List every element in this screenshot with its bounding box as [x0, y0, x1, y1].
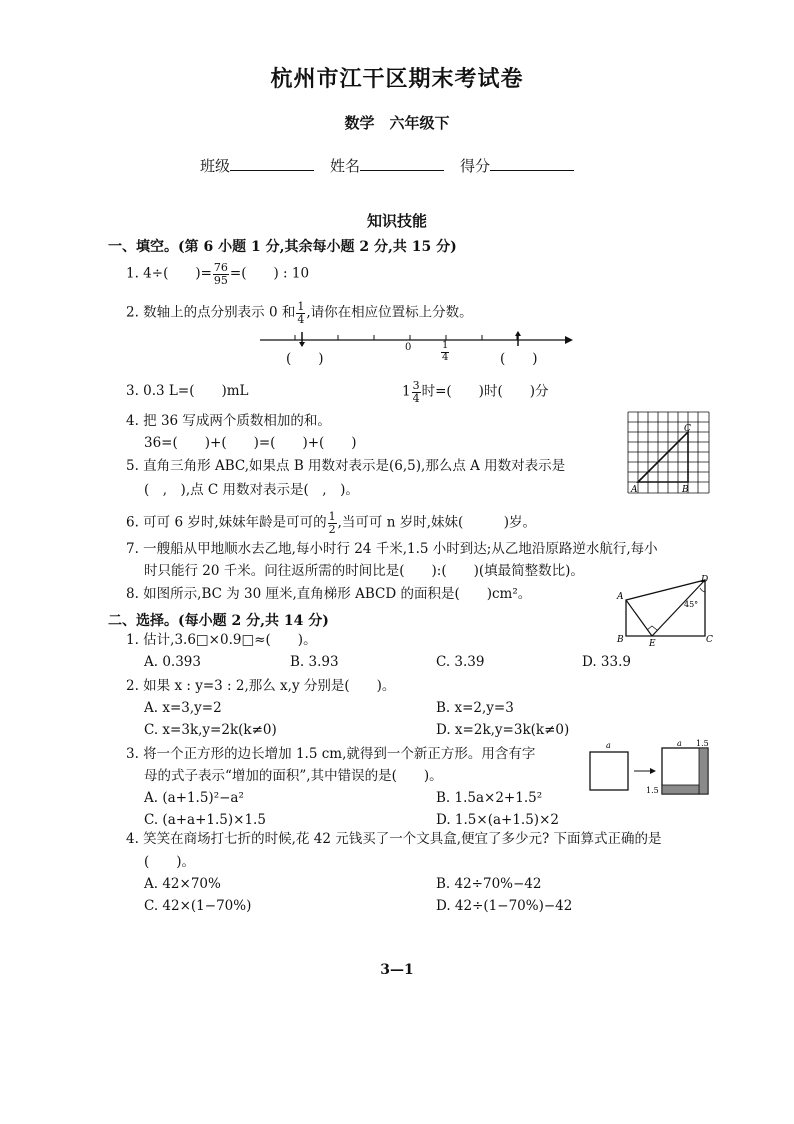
p1-q1-fraction	[213, 262, 229, 286]
fraction-numerator: 1	[328, 510, 336, 523]
name-label: 姓名	[330, 157, 361, 175]
score-blank	[490, 156, 574, 171]
p2-q3a: 3. 将一个正方形的边长增加 1.5 cm,就得到一个新正方形。用含有字	[126, 746, 536, 762]
trap-label-d: D	[701, 575, 709, 585]
part1-heading: 一、填空。(第 6 小题 1 分,其余每小题 2 分,共 15 分)	[108, 239, 457, 255]
grid-label-a: A	[631, 485, 638, 495]
p2-q2-option-c: C. x=3k,y=2k(k≠0)	[144, 722, 277, 738]
fraction-numerator: 3	[412, 379, 420, 392]
p2-q1-option-a: A. 0.393	[144, 654, 201, 670]
trap-label-e: E	[649, 639, 656, 649]
p2-q3-option-a: A. (a+1.5)²−a²	[144, 790, 244, 806]
p1-q6-fraction	[328, 511, 337, 535]
p2-q2-option-a: A. x=3,y=2	[144, 700, 222, 716]
p1-q2-post: ,请你在相应位置标上分数。	[306, 304, 473, 321]
p2-q3-option-b: B. 1.5a×2+1.5²	[436, 790, 543, 806]
score-field	[460, 155, 574, 176]
p1-q1-post: =( ) : 10	[229, 265, 310, 282]
grid-label-b: B	[682, 485, 689, 495]
trap-label-c: C	[706, 635, 713, 645]
trapezoid-figure	[612, 574, 712, 650]
fraction-denominator: 4	[297, 312, 305, 326]
p1-q4b: 36=( )+( )=( )+( )	[144, 435, 357, 451]
p2-q3b: 母的式子表示“增加的面积”,其中错误的是( )。	[144, 768, 443, 784]
p2-q4a: 4. 笑笑在商场打七折的时候,花 42 元钱买了一个文具盒,便宜了多少元? 下面算式正确的是	[126, 831, 662, 847]
fraction-numerator: 1	[442, 340, 449, 351]
grid-label-c: C	[684, 424, 691, 434]
page-number: 3—1	[380, 962, 414, 978]
p1-q4a: 4. 把 36 写成两个质数相加的和。	[126, 413, 331, 429]
p2-q4-option-c: C. 42×(1−70%)	[144, 898, 252, 914]
p2-q4-option-b: B. 42÷70%−42	[436, 876, 542, 892]
p2-q1-option-b: B. 3.93	[290, 654, 339, 670]
p2-q2-option-b: B. x=2,y=3	[436, 700, 514, 716]
mixed-whole: 1	[402, 383, 411, 400]
angle-label: 45°	[684, 600, 699, 609]
p1-q3a: 3. 0.3 L=( )mL	[126, 383, 249, 399]
p1-q1-pre: 1. 4÷( )=	[126, 265, 212, 282]
p1-q3b	[402, 380, 548, 404]
p1-q2-fraction	[296, 301, 305, 325]
p1-q7b: 时只能行 20 千米。问往返所需的时间比是( ):( )(填最简整数比)。	[144, 563, 584, 579]
fraction-denominator: 4	[412, 391, 420, 405]
p2-q1: 1. 估计,3.6□×0.9□≈( )。	[126, 632, 317, 648]
name-blank	[360, 156, 444, 171]
zero-label: 0	[405, 342, 412, 353]
p1-q5b: ( , ),点 C 用数对表示是( , )。	[144, 482, 359, 498]
exam-title: 杭州市江干区期末考试卷	[270, 66, 524, 92]
fraction-denominator: 2	[328, 522, 336, 536]
class-field	[200, 155, 314, 176]
class-blank	[230, 156, 314, 171]
quarter-label	[440, 341, 450, 363]
p1-q3b-post: 时=( )时( )分	[421, 383, 549, 400]
trap-label-b: B	[617, 635, 624, 645]
p2-q2-option-d: D. x=2k,y=3k(k≠0)	[436, 722, 570, 738]
p2-q3-option-c: C. (a+a+1.5)×1.5	[144, 812, 266, 828]
fraction-denominator: 95	[213, 273, 228, 287]
p1-q7a: 7. 一艘船从甲地顺水去乙地,每小时行 24 千米,1.5 小时到达;从乙地沿原路逆水航行,每小	[126, 541, 658, 557]
fraction-numerator: 76	[213, 261, 228, 274]
grid-triangle-figure	[628, 412, 710, 494]
p2-q1-option-c: C. 3.39	[436, 654, 485, 670]
p2-q3-option-d: D. 1.5×(a+1.5)×2	[436, 812, 559, 828]
p1-q2-pre: 2. 数轴上的点分别表示 0 和	[126, 304, 296, 321]
score-label: 得分	[460, 157, 491, 175]
p2-q4-option-a: A. 42×70%	[144, 876, 221, 892]
square-label-a2: a	[677, 739, 682, 748]
p1-q1	[126, 262, 309, 286]
square-label-w2: 1.5	[646, 786, 659, 795]
section-title: 知识技能	[366, 212, 427, 230]
exam-subtitle: 数学 六年级下	[344, 114, 450, 132]
name-field	[330, 155, 444, 176]
nl-blank-right: ( )	[500, 351, 538, 367]
part2-heading: 二、选择。(每小题 2 分,共 14 分)	[108, 613, 329, 629]
trap-label-a: A	[617, 592, 624, 602]
class-label: 班级	[200, 157, 231, 175]
p2-q4b: ( )。	[144, 854, 196, 870]
p2-q4-option-d: D. 42÷(1−70%)−42	[436, 898, 573, 914]
p2-q1-option-d: D. 33.9	[582, 654, 631, 670]
p1-q2	[126, 301, 473, 325]
p2-q2: 2. 如果 x : y=3 : 2,那么 x,y 分别是( )。	[126, 678, 396, 694]
fraction-numerator: 1	[297, 300, 305, 313]
square-label-a1: a	[606, 741, 611, 750]
p1-q6-post: ,当可可 n 岁时,妹妹( )岁。	[337, 514, 537, 531]
square-label-w1: 1.5	[696, 739, 709, 748]
p1-q6-pre: 6. 可可 6 岁时,妹妹年龄是可可的	[126, 514, 327, 531]
nl-blank-left: ( )	[286, 351, 324, 367]
square-growth-figure	[584, 738, 712, 800]
p1-q5a: 5. 直角三角形 ABC,如果点 B 用数对表示是(6,5),那么点 A 用数对表示是	[126, 458, 566, 474]
fraction-denominator: 4	[442, 351, 449, 363]
p1-q6	[126, 511, 536, 535]
p1-q8: 8. 如图所示,BC 为 30 厘米,直角梯形 ABCD 的面积是( )cm²。	[126, 586, 532, 602]
p1-q3b-fraction	[412, 380, 421, 404]
